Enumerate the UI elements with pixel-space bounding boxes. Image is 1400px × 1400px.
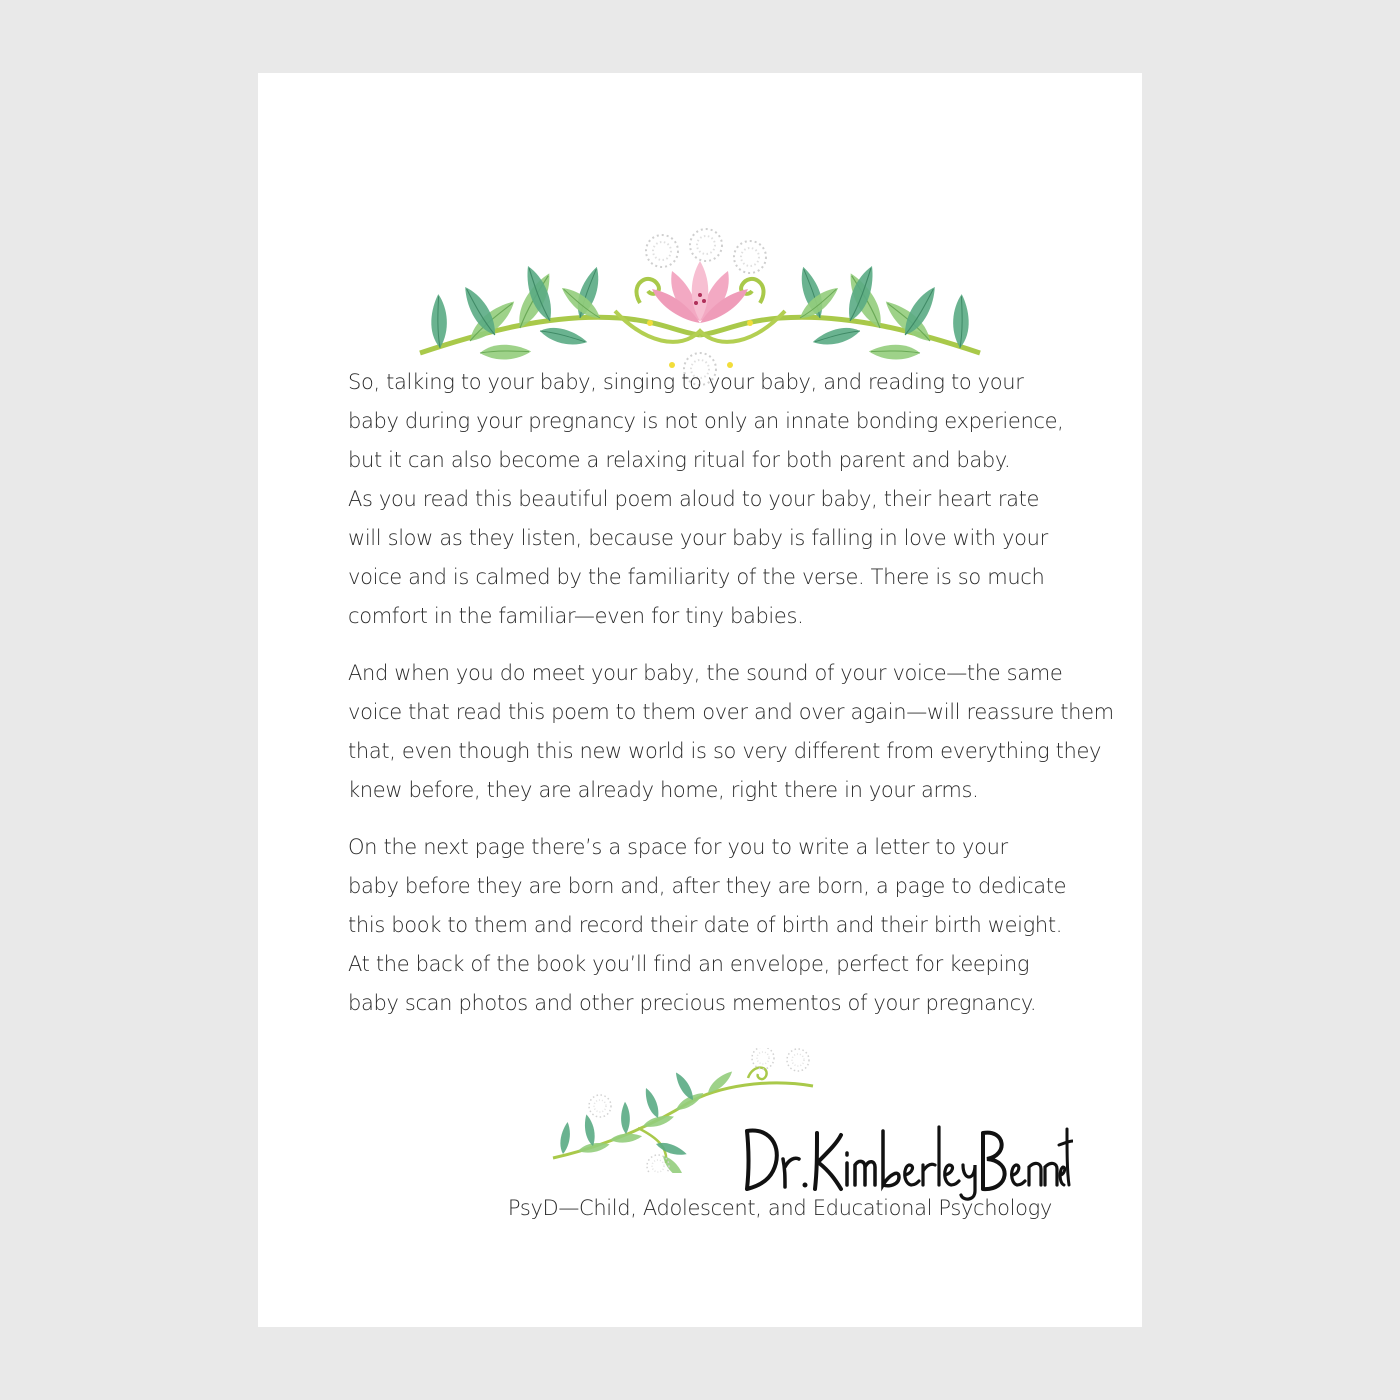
text-line: this book to them and record their date of birth and their birth weight. [348, 913, 1063, 937]
paragraph-1 [348, 363, 1068, 636]
author-credential: PsyD—Child, Adolescent, and Educational Psychology [507, 1196, 1052, 1220]
text-line: At the back of the book you’ll find an envelope, perfect for keeping [348, 952, 1030, 976]
text-line: As you read this beautiful poem aloud to your baby, their heart rate [348, 487, 1040, 511]
text-line: baby during your pregnancy is not only an innate bonding experience, [348, 409, 1064, 433]
text-line: voice and is calmed by the familiarity of the verse. There is so much [348, 565, 1045, 589]
text-line: And when you do meet your baby, the sound of your voice—the same [348, 661, 1063, 685]
text-line: baby before they are born and, after they are born, a page to dedicate [348, 874, 1067, 898]
document-page [258, 73, 1142, 1327]
text-line: On the next page there’s a space for you to write a letter to your [348, 835, 1008, 859]
signature-handwritten [743, 1111, 1073, 1201]
text-line: comfort in the familiar—even for tiny babies. [348, 604, 804, 628]
text-line: but it can also become a relaxing ritual for both parent and baby. [348, 448, 1011, 472]
text-line: So, talking to your baby, singing to your baby, and reading to your [348, 370, 1024, 394]
text-line: knew before, they are already home, right there in your arms. [348, 778, 979, 802]
paragraph-3 [348, 828, 1068, 1023]
paragraph-2 [348, 654, 1114, 810]
text-line: baby scan photos and other precious mementos of your pregnancy. [348, 991, 1037, 1015]
letter-body [348, 363, 1114, 1041]
text-line: will slow as they listen, because your baby is falling in love with your [348, 526, 1048, 550]
text-line: voice that read this poem to them over and over again—will reassure them [348, 700, 1114, 724]
text-line: that, even though this new world is so very different from everything they [348, 739, 1102, 763]
